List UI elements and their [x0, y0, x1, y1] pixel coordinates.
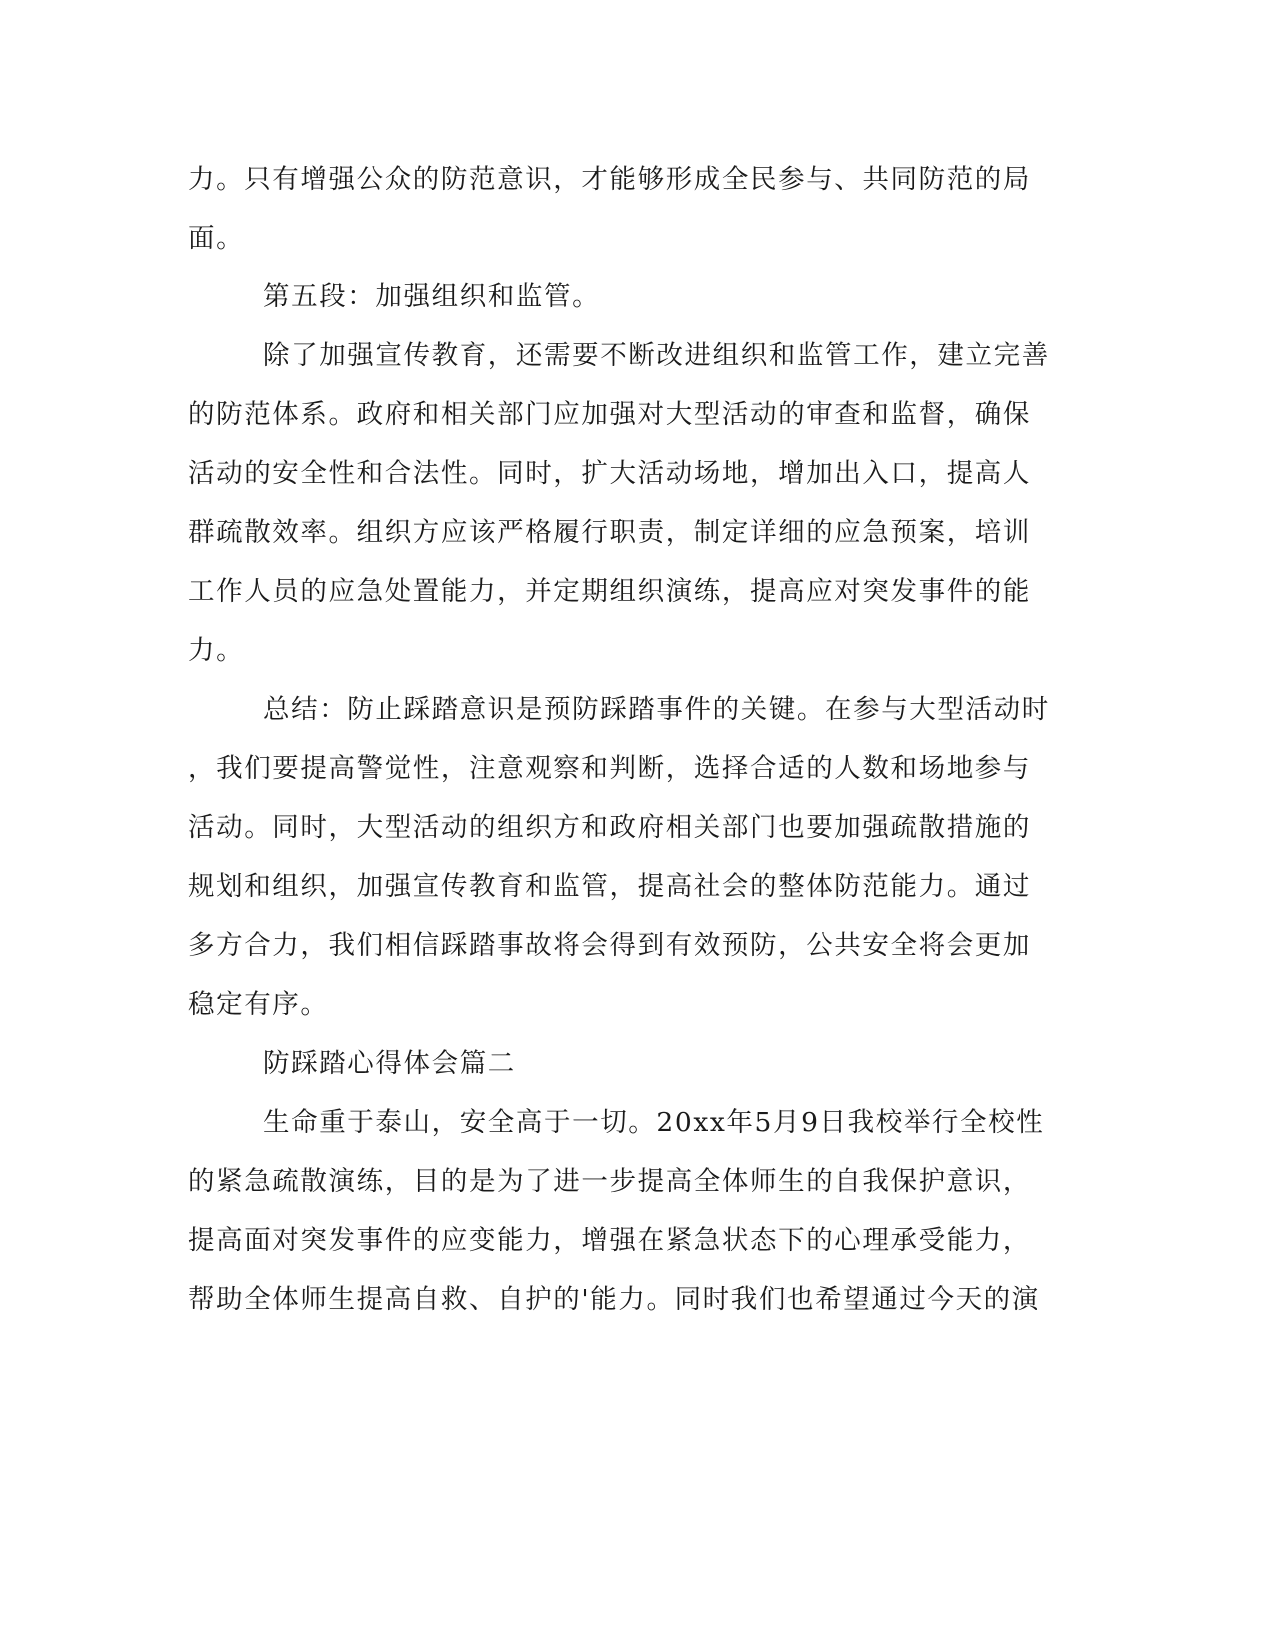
text-line: 规划和组织，加强宣传教育和监管，提高社会的整体防范能力。通过 — [188, 871, 1031, 902]
text-line: 帮助全体师生提高自救、自护的'能力。同时我们也希望通过今天的演 — [188, 1284, 1040, 1315]
text-line: 的防范体系。政府和相关部门应加强对大型活动的审查和监督，确保 — [188, 399, 1031, 430]
text-line: 的紧急疏散演练，目的是为了进一步提高全体师生的自我保护意识， — [188, 1166, 1031, 1197]
text-line: 工作人员的应急处置能力，并定期组织演练，提高应对突发事件的能 — [188, 576, 1031, 607]
text-line: 面。 — [188, 223, 245, 254]
text-line: 活动。同时，大型活动的组织方和政府相关部门也要加强疏散措施的 — [188, 812, 1031, 843]
section-heading: 第五段：加强组织和监管。 — [263, 281, 601, 312]
text-line: 提高面对突发事件的应变能力，增强在紧急状态下的心理承受能力， — [188, 1225, 1031, 1256]
text-line: 群疏散效率。组织方应该严格履行职责，制定详细的应急预案，培训 — [188, 517, 1031, 548]
text-line: 力。只有增强公众的防范意识，才能够形成全民参与、共同防范的局 — [188, 164, 1031, 195]
text-line: 稳定有序。 — [188, 989, 329, 1020]
text-line: 多方合力，我们相信踩踏事故将会得到有效预防，公共安全将会更加 — [188, 930, 1031, 961]
text-line: 生命重于泰山，安全高于一切。20xx年5月9日我校举行全校性 — [263, 1107, 1045, 1138]
text-line: 除了加强宣传教育，还需要不断改进组织和监管工作，建立完善 — [263, 340, 1050, 371]
text-line: 总结：防止踩踏意识是预防踩踏事件的关键。在参与大型活动时 — [263, 694, 1050, 725]
text-line: ，我们要提高警觉性，注意观察和判断，选择合适的人数和场地参与 — [188, 753, 1031, 784]
text-line: 活动的安全性和合法性。同时，扩大活动场地，增加出入口，提高人 — [188, 458, 1031, 489]
article-subtitle: 防踩踏心得体会篇二 — [263, 1048, 516, 1079]
text-line: 力。 — [188, 635, 245, 666]
